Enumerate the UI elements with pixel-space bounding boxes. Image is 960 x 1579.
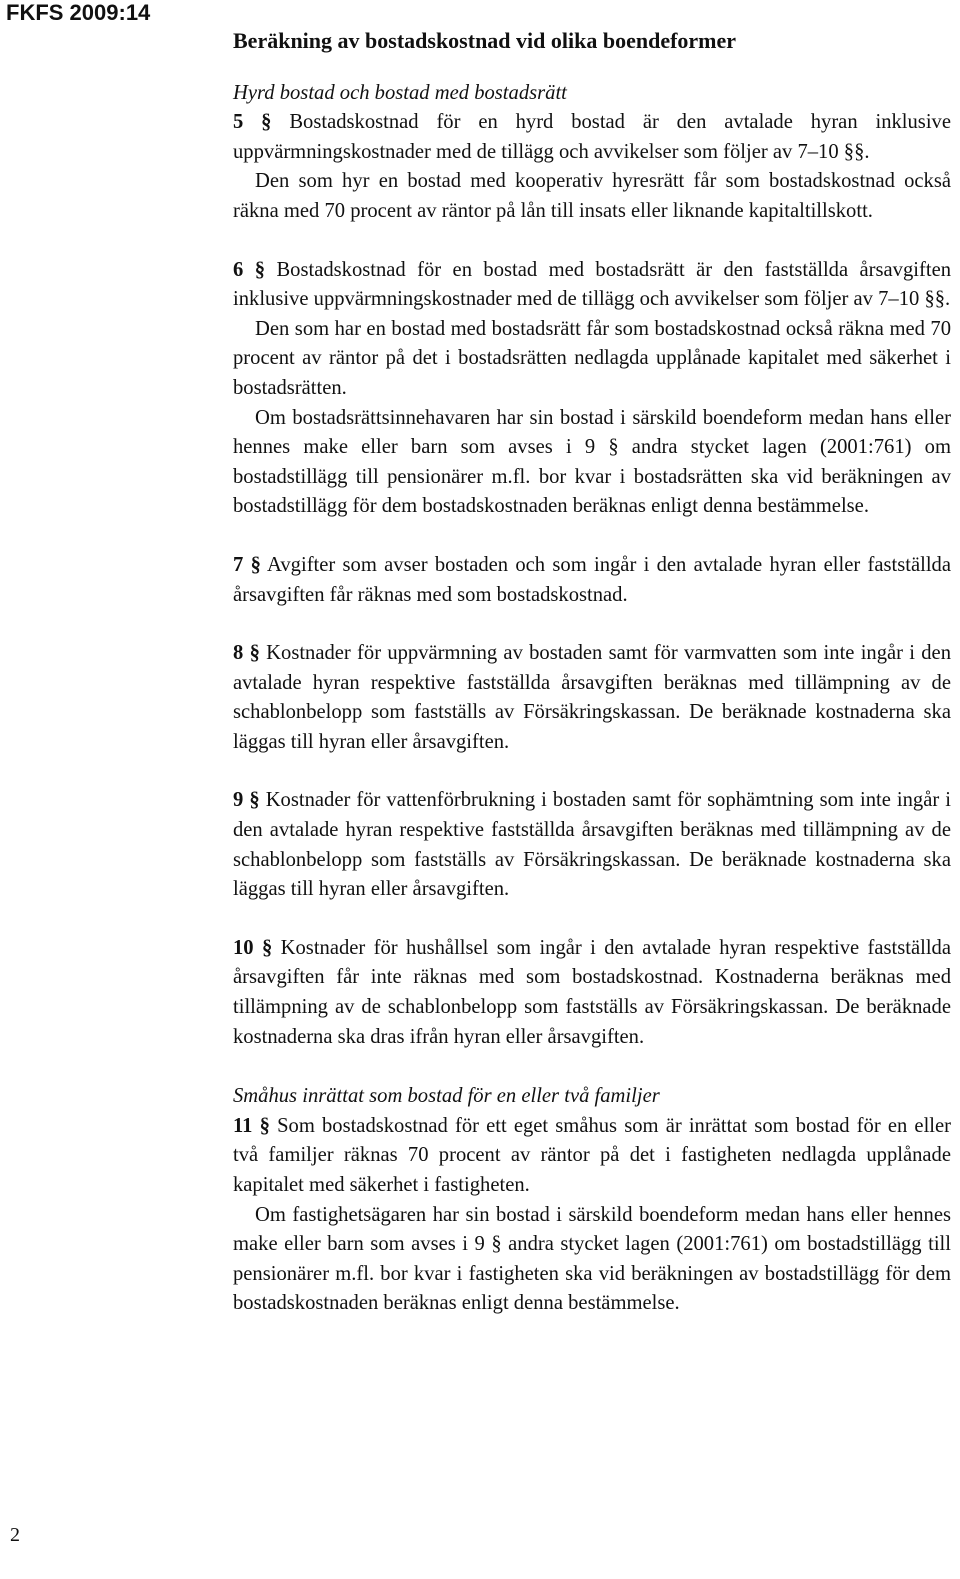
section-number-6: 6 §	[233, 258, 266, 281]
paragraph-6-2: Den som har en bostad med bostadsrätt får som bostadskostnad också räkna med 70 procent av räntor på det i bostadsrätten nedlagda upplånade kapitalet med säkerhet i bostadsrätten.	[233, 317, 951, 399]
paragraph-6-1	[233, 256, 951, 315]
page-number: 2	[10, 1524, 20, 1546]
paragraph-6-1-text: Bostadskostnad för en bostad med bostadsrätt är den fastställda årsavgiften inklusive uppvärmningskostnader med de tillägg och avvikelser som följer av 7–10 §§.	[233, 258, 952, 311]
paragraph-7-1-text: Avgifter som avser bostaden och som ingår i den avtalade hyran eller fastställda årsavgiften får räknas med som bostadskostnad.	[233, 553, 951, 606]
subheading-smahus: Småhus inrättat som bostad för en eller två familjer	[233, 1085, 660, 1108]
paragraph-10-1	[233, 934, 951, 1052]
paragraph-8-1-text: Kostnader för uppvärmning av bostaden samt för varmvatten som inte ingår i den avtalade hyran respektive fastställda årsavgiften beräknas med tillämpning av de schablonbelopp som fastställs av Försäkringskassan. De beräknade kostnaderna ska läggas till hyran eller årsavgiften.	[233, 642, 951, 753]
paragraph-9-1-text: Kostnader för vattenförbrukning i bostaden samt för sophämtning som inte ingår i den avtalade hyran respektive fastställda årsavgiften beräknas med tillämpning av de schablonbelopp som fastställs av Försäkringskassan. De beräknade kostnaderna ska läggas till hyran eller årsavgiften.	[233, 789, 951, 901]
section-number-7: 7 §	[233, 553, 261, 576]
section-number-10: 10 §	[233, 936, 273, 959]
subheading-hyrd: Hyrd bostad och bostad med bostadsrätt	[233, 81, 567, 104]
paragraph-11-1	[233, 1112, 951, 1201]
paragraph-9-1	[233, 786, 951, 904]
section-title: Beräkning av bostadskostnad vid olika boendeformer	[233, 28, 737, 53]
paragraph-11-1-text: Som bostadskostnad för ett eget småhus som är inrättat som bostad för en eller två familjer räknas 70 procent av räntor på det i fastigheten nedlagda upplånade kapitalet med säkerhet i fastigheten.	[233, 1114, 952, 1196]
paragraph-11-2: Om fastighetsägaren har sin bostad i särskild boendeform medan hans eller hennes make eller barn som avses i 9 § andra stycket lagen (2001:761) om bostadstillägg till pensionärer m.fl. bor kvar i fastigheten ska vid beräkningen av bostadstillägg för dem bostadskostnaden beräknas enligt denna bestämmelse.	[233, 1203, 951, 1315]
paragraph-7-1	[233, 551, 951, 610]
section-number-8: 8 §	[233, 642, 260, 665]
paragraph-6-3: Om bostadsrättsinnehavaren har sin bostad i särskild boendeform medan hans eller hennes make eller barn som avses i 9 § andra stycket lagen (2001:761) om bostadstillägg till pensionärer m.fl. bor kvar i bostadsrätten ska vid beräkningen av bostadstillägg för dem bostadskostnaden beräknas enligt denna bestämmelse.	[233, 406, 951, 518]
section-number-5: 5 §	[233, 111, 272, 134]
paragraph-5-1-text: Bostadskostnad för en hyrd bostad är den avtalade hyran inklusive uppvärmningskostnader med de tillägg och avvikelser som följer av 7–10 §§.	[233, 111, 951, 163]
section-number-11: 11 §	[233, 1114, 270, 1137]
paragraph-5-1	[233, 108, 951, 167]
paragraph-8-1	[233, 639, 951, 757]
paragraph-5-2: Den som hyr en bostad med kooperativ hyresrätt får som bostadskostnad också räkna med 70 procent av räntor på lån till insats eller liknande kapitaltillskott.	[233, 170, 951, 222]
document-body	[233, 26, 951, 1319]
document-header: FKFS 2009:14	[6, 0, 151, 25]
section-number-9: 9 §	[233, 789, 260, 812]
paragraph-10-1-text: Kostnader för hushållsel som ingår i den avtalade hyran respektive fastställda årsavgiften får inte räknas med som bostadskostnad. Kostnaderna beräknas med tillämpning av de schablonbelopp som fastställs av Försäkringskassan. De beräknade kostnaderna ska dras ifrån hyran eller årsavgiften.	[233, 936, 951, 1048]
